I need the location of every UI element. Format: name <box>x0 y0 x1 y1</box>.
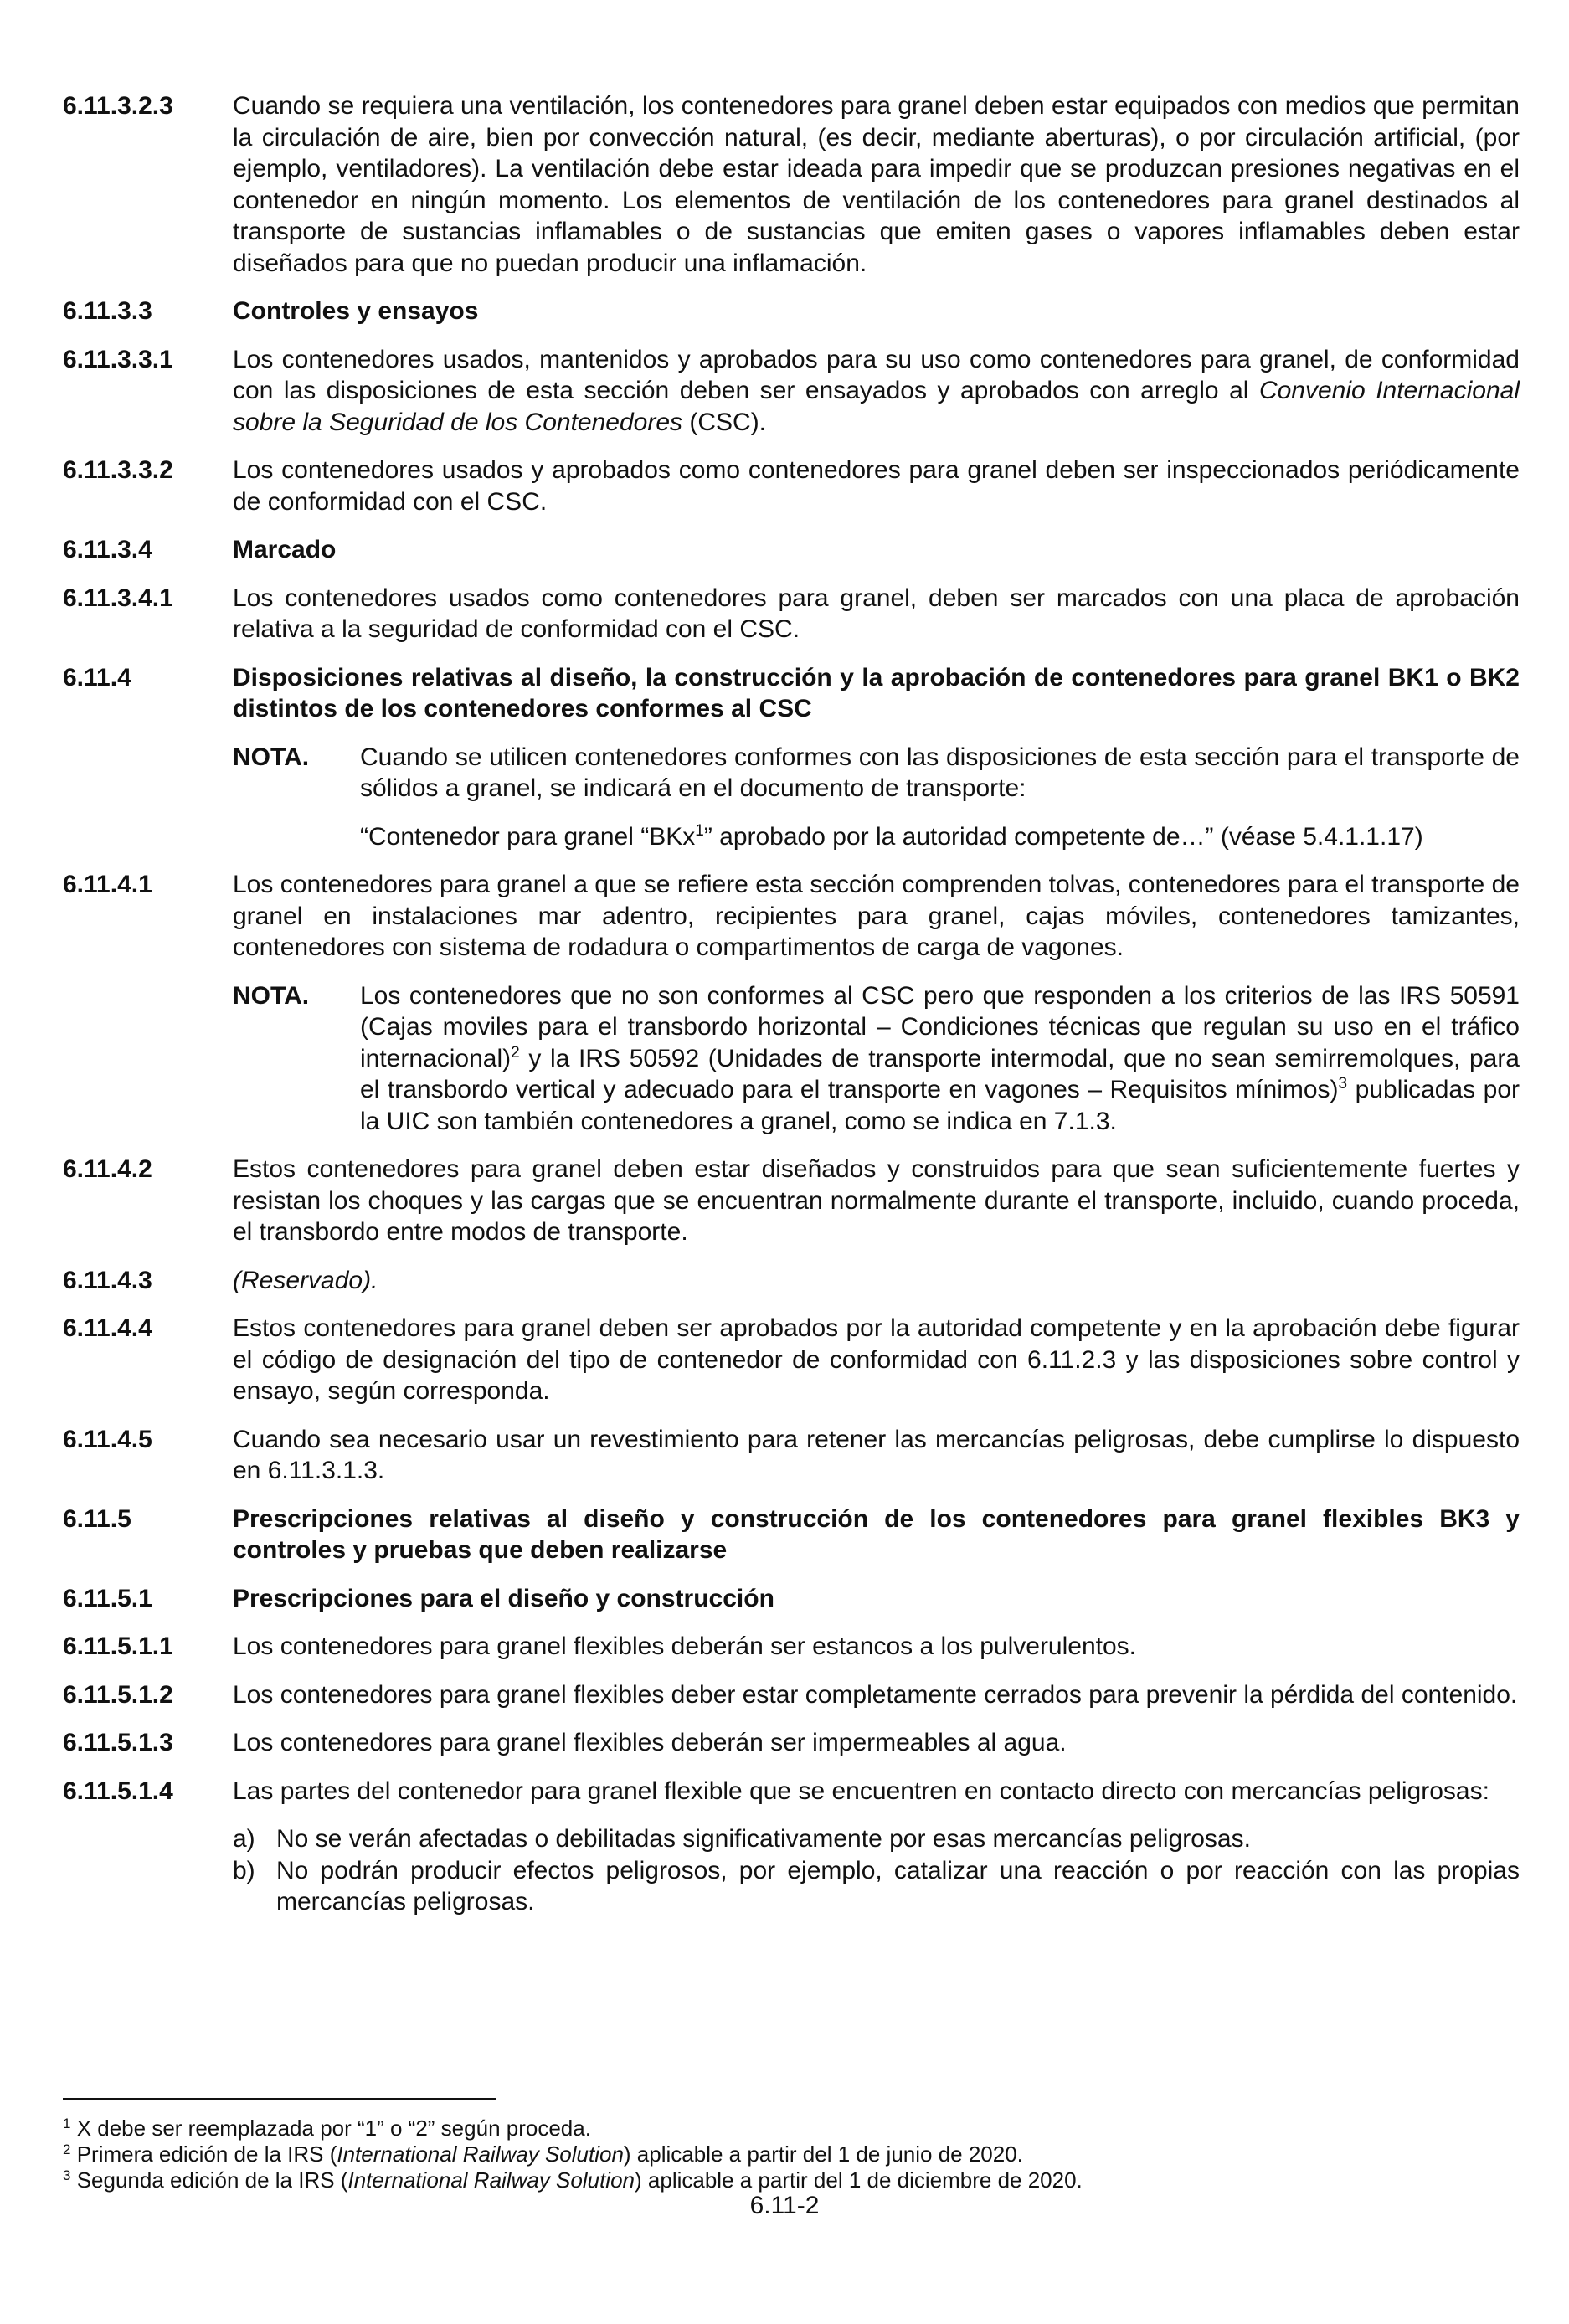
section-number: 6.11.4.1 <box>63 871 152 898</box>
section-6-11-3-2-3 <box>63 90 1520 279</box>
section-6-11-4-2 <box>63 1154 1520 1248</box>
section-text: Los contenedores usados y aprobados como contenedores para granel deben ser inspeccionados periódicamente de conformidad con el CSC. <box>233 456 1520 516</box>
footnote-1: $^1$ X debe ser reemplazada por “1” o “2” según proceda. <box>63 2116 591 2141</box>
list-item <box>233 1823 1520 1855</box>
section-number: 6.11.3.3.1 <box>63 345 173 373</box>
note-label: NOTA. <box>233 981 310 1010</box>
section-number: 6.11.4 <box>63 663 131 692</box>
section-6-11-5-1-2 <box>63 1679 1520 1711</box>
section-6-11-5-1-4 <box>63 1776 1520 1807</box>
section-heading: Prescripciones para el diseño y construcción <box>233 1584 774 1612</box>
section-text: Cuando sea necesario usar un revestimiento para retener las mercancías peligrosas, debe cumplirse lo dispuesto en 6.11.3.1.3. <box>233 1425 1520 1484</box>
section-number: 6.11.4.2 <box>63 1155 152 1183</box>
heading-6-11-3-3 <box>63 296 1520 327</box>
note-block <box>233 742 1520 853</box>
list-item <box>233 1855 1520 1918</box>
requirements-list <box>233 1823 1520 1918</box>
note-label: NOTA. <box>233 743 310 771</box>
footnotes <box>63 2116 1520 2193</box>
section-text: Estos contenedores para granel deben ser aprobados por la autoridad competente y en la aprobación debe figurar el código de designación del tipo de contenedor de conformidad con 6.11.2.3 y las disposiciones sobre control y ensayo, según corresponda. <box>233 1314 1520 1405</box>
note-text: Los contenedores que no son conformes al CSC pero que responden a los criterios de las IRS 50591 (Cajas moviles para el transbordo horizontal – Condiciones técnicas que regulan su uso en el tráfico internacional)$^2$ y la IRS 50592 (Unidades de transporte intermodal, que no sean semirremolques, para el transbordo vertical y adecuado para el transporte en vagones – Requisitos mínimos)$^3$ publicadas por la UIC son también contenedores a granel, como se indica en 7.1.3. <box>360 981 1520 1135</box>
heading-6-11-3-4 <box>63 534 1520 566</box>
footnote-ref: 3 <box>1338 1075 1348 1093</box>
section-number: 6.11.4.5 <box>63 1425 152 1453</box>
section-number: 6.11.3.4.1 <box>63 584 173 612</box>
page-number: 6.11-2 <box>749 2192 820 2219</box>
section-6-11-5-1-1 <box>63 1631 1520 1663</box>
section-text: Los contenedores usados como contenedores para granel, deben ser marcados con una placa de aprobación relativa a la seguridad de conformidad con el CSC. <box>233 584 1520 643</box>
section-text: Los contenedores para granel flexibles deberán ser estancos a los pulverulentos. <box>233 1632 1137 1660</box>
list-text: No podrán producir efectos peligrosos, por ejemplo, catalizar una reacción o por reacción con las propias mercancías peligrosas. <box>276 1856 1520 1915</box>
list-text: No se verán afectadas o debilitadas significativamente por esas mercancías peligrosas. <box>276 1825 1251 1853</box>
section-6-11-3-3-1 <box>63 344 1520 439</box>
section-text: Las partes del contenedor para granel flexible que se encuentren en contacto directo con mercancías peligrosas: <box>233 1776 1489 1805</box>
note-block <box>233 980 1520 1138</box>
section-heading: Controles y ensayos <box>233 297 479 325</box>
section-heading: Prescripciones relativas al diseño y construcción de los contenedores para granel flexibles BK3 y controles y pruebas que deben realizarse <box>233 1504 1520 1564</box>
footnote-ref: 2 <box>511 1043 520 1062</box>
section-text: Estos contenedores para granel deben estar diseñados y construidos para que sean suficientemente fuertes y resistan los choques y las cargas que se encuentran normalmente durante el transporte, incluido, cuando proceda, el transbordo entre modos de transporte. <box>233 1155 1520 1246</box>
footnote-ref: 1 <box>695 821 704 840</box>
section-6-11-5-1-3 <box>63 1727 1520 1759</box>
section-number: 6.11.5.1.1 <box>63 1632 173 1660</box>
section-number: 6.11.5 <box>63 1504 131 1533</box>
heading-6-11-4 <box>63 662 1520 725</box>
footnote-separator <box>63 2098 496 2100</box>
section-6-11-3-4-1 <box>63 583 1520 645</box>
section-number: 6.11.3.3.2 <box>63 456 173 484</box>
section-text: Los contenedores usados, mantenidos y aprobados para su uso como contenedores para granel, de conformidad con las disposiciones de esta sección deben ser ensayados y aprobados con arreglo al Convenio Internacional sobre la Seguridad de los Contenedores (CSC). <box>233 345 1520 436</box>
list-marker: a) <box>233 1825 255 1853</box>
section-number: 6.11.5.1.3 <box>63 1729 173 1756</box>
section-number: 6.11.3.3 <box>63 297 152 325</box>
section-6-11-4-3 <box>63 1265 1520 1297</box>
section-6-11-3-3-2 <box>63 455 1520 517</box>
convention-title: Convenio Internacional sobre la Seguridad de los Contenedores <box>233 377 1520 436</box>
heading-6-11-5-1 <box>63 1583 1520 1615</box>
list-marker: b) <box>233 1856 255 1884</box>
section-number: 6.11.4.3 <box>63 1266 152 1294</box>
section-text: Los contenedores para granel a que se refiere esta sección comprenden tolvas, contenedores para el transporte de granel en instalaciones mar adentro, recipientes para granel, cajas móviles, contenedores tamizantes, contenedores con sistema de rodadura o compartimentos de carga de vagones. <box>233 871 1520 961</box>
section-text: Cuando se requiera una ventilación, los contenedores para granel deben estar equipados con medios que permitan la circulación de aire, bien por convección natural, (es decir, mediante aberturas), o por circulación artificial, (por ejemplo, ventiladores). La ventilación debe estar ideada para impedir que se produzcan presiones negativas en el contenedor en ningún momento. Los elementos de ventilación de los contenedores para granel destinados al transporte de sustancias inflamables o de sustancias que emiten gases o vapores inflamables deben estar diseñados para que no puedan producir una inflamación. <box>233 92 1520 277</box>
section-number: 6.11.5.1.2 <box>63 1680 173 1709</box>
section-6-11-4-4 <box>63 1313 1520 1407</box>
heading-6-11-5 <box>63 1504 1520 1566</box>
note-text: Cuando se utilicen contenedores conformes con las disposiciones de esta sección para el transporte de sólidos a granel, se indicará en el documento de transporte: “Contenedor para granel “BKx$^1$” aprobado por la autoridad competente de…” (véase 5.4.1.1.17) <box>360 743 1520 851</box>
section-number: 6.11.5.1 <box>63 1584 152 1612</box>
footnote-2: $^2$ Primera edición de la IRS (International Railway Solution) aplicable a partir del 1 de junio de 2020. <box>63 2141 1023 2167</box>
footnote-3: $^3$ Segunda edición de la IRS (International Railway Solution) aplicable a partir del 1 de diciembre de 2020. <box>63 2167 1083 2193</box>
section-number: 6.11.3.2.3 <box>63 92 173 120</box>
section-text: (Reservado). <box>233 1266 378 1294</box>
section-6-11-4-1 <box>63 869 1520 964</box>
section-text: Los contenedores para granel flexibles deberán ser impermeables al agua. <box>233 1729 1067 1756</box>
section-number: 6.11.4.4 <box>63 1314 152 1342</box>
section-heading: Marcado <box>233 536 337 563</box>
section-6-11-4-5 <box>63 1424 1520 1487</box>
document-page <box>63 90 1520 1918</box>
section-number: 6.11.3.4 <box>63 536 152 563</box>
section-heading: Disposiciones relativas al diseño, la construcción y la aprobación de contenedores para granel BK1 o BK2 distintos de los contenedores conformes al CSC <box>233 663 1520 722</box>
section-text: Los contenedores para granel flexibles deber estar completamente cerrados para prevenir la pérdida del contenido. <box>233 1680 1518 1709</box>
section-number: 6.11.5.1.4 <box>63 1776 173 1805</box>
